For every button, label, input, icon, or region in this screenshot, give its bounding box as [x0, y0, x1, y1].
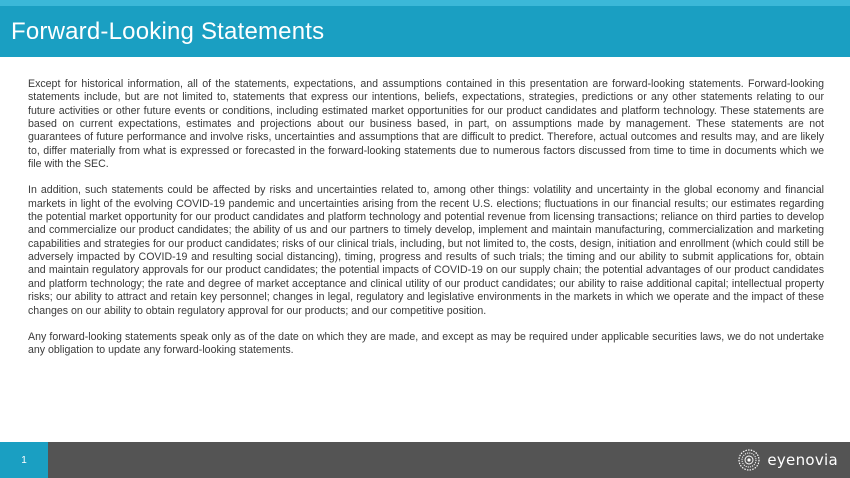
eyenovia-logo-icon [738, 449, 760, 471]
slide-body [28, 78, 824, 371]
paragraph-disclaimer: Any forward-looking statements speak only as of the date on which they are made, and except as may be required under applicable securities laws, we do not undertake any obligation to update any forward-looking statements. [28, 330, 824, 357]
paragraph-historical-info: Except for historical information, all of the statements, expectations, and assumptions contained in this presentation are forward-looking statements. Forward-looking statements include, but are not limited to, statements that express our intentions, beliefs, expectations, strategies, predictions or any other statements relating to our future activities or other future events or conditions, including estimated market opportunities for our product candidates and platform technology. These statements are based on current expectations, estimates and projections about our business based, in part, on assumptions made by management. These statements are not guarantees of future performance and involve risks, uncertainties and assumptions that are difficult to predict. Therefore, actual outcomes and results may, and are likely to, differ materially from what is expressed or forecasted in the forward-looking statements due to numerous factors discussed from time to time in documents which we file with the SEC. [28, 78, 824, 171]
page-number: 1 [21, 454, 27, 466]
slide-footer [0, 442, 850, 478]
slide-title: Forward-Looking Statements [11, 18, 325, 45]
slide-header [0, 0, 850, 57]
company-logo [738, 449, 838, 471]
logo-text: eyenovia [767, 451, 838, 469]
paragraph-risks: In addition, such statements could be affected by risks and uncertainties related to, among other things: volatility and uncertainty in the global economy and financial markets in light of the evolving COVID-19 pandemic and uncertainties arising from the recent U.S. elections; fluctuations in our financial results; our estimates regarding the potential market opportunity for our product candidates and platform technology and potential revenue from licensing transactions; reliance on third parties to develop and commercialize our product candidates; the ability of us and our partners to timely develop, implement and maintain manufacturing, commercialization and marketing capabilities and strategies for our product candidates; risks of our clinical trials, including, but not limited to, the costs, design, initiation and enrollment (which could still be adversely impacted by COVID-19 and resulting social distancing), timing, progress and results of such trials; the timing and our ability to submit applications for, obtain and maintain regulatory approvals for our product candidates; the potential impacts of COVID-19 on our supply chain; the potential advantages of our product candidates and platform technology; the rate and degree of market acceptance and clinical utility of our product candidates; our ability to raise additional capital; intellectual property risks; our ability to attract and retain key personnel; changes in legal, regulatory and legislative environments in the markets in which we operate and the impact of these changes on our ability to obtain regulatory approval for our products; and our competitive position. [28, 184, 824, 317]
header-accent-stripe [0, 0, 850, 6]
page-number-box [0, 442, 48, 478]
